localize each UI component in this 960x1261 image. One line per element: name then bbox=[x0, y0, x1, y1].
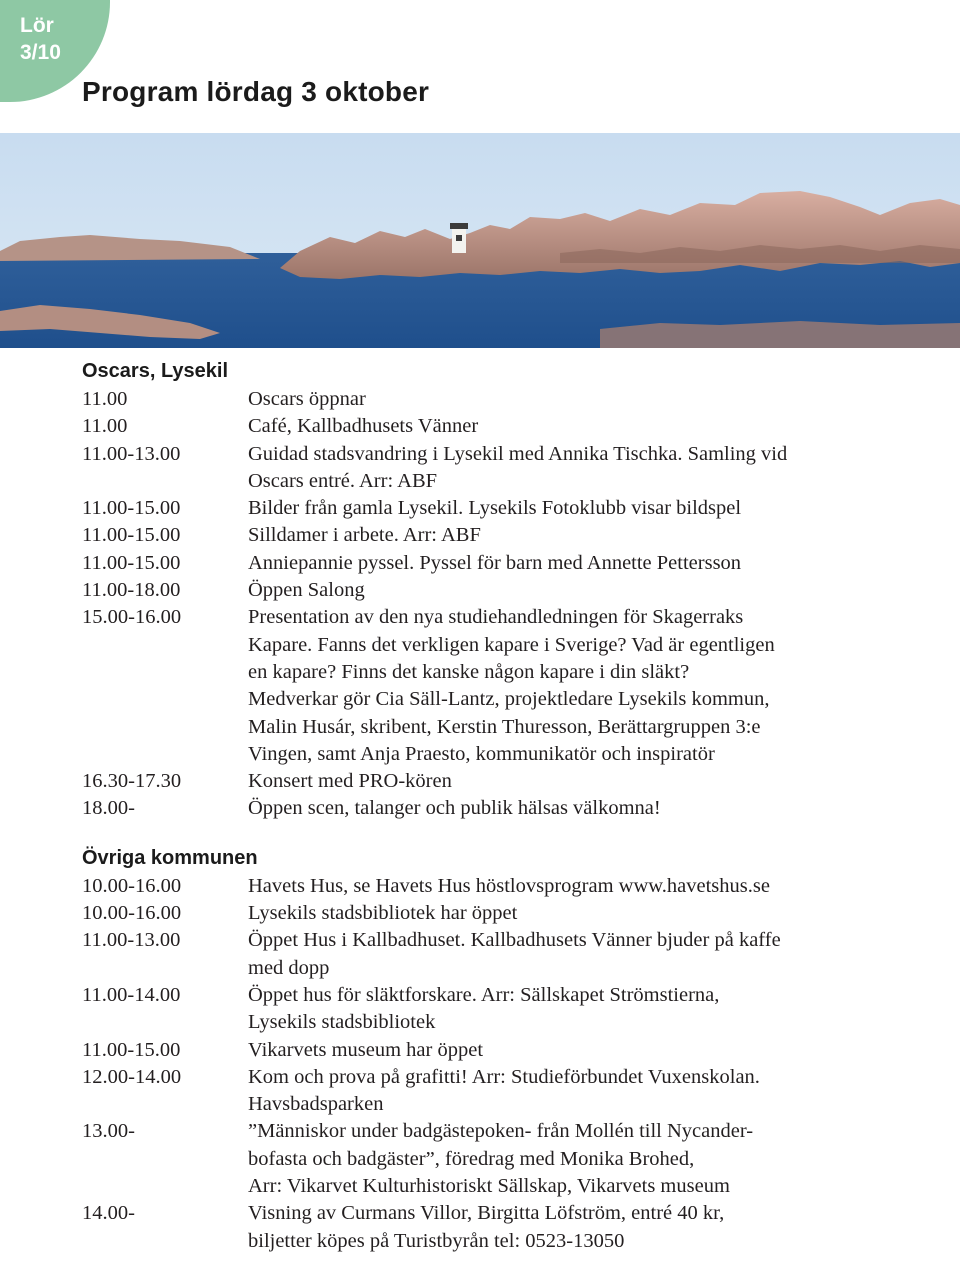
event-text: Oscars entré. Arr: ABF bbox=[248, 469, 438, 492]
event-description bbox=[248, 495, 942, 522]
event-time: 11.00 bbox=[82, 415, 128, 438]
event-time: 15.00-16.00 bbox=[82, 606, 182, 629]
event-text: Lysekils stadsbibliotek har öppet bbox=[248, 902, 518, 925]
event-text: Öppet Hus i Kallbadhuset. Kallbadhusets Vänner bjuder på kaffe bbox=[248, 929, 781, 952]
event-description bbox=[248, 795, 942, 822]
event-text: Visning av Curmans Villor, Birgitta Löfström, entré 40 kr, bbox=[248, 1202, 725, 1225]
event-row bbox=[82, 982, 942, 1037]
event-text: Vikarvets museum har öppet bbox=[248, 1038, 484, 1061]
section-oscars-lysekil bbox=[82, 356, 942, 823]
event-time: 12.00-14.00 bbox=[82, 1065, 182, 1088]
event-row bbox=[82, 604, 942, 768]
event-text: Oscars öppnar bbox=[248, 388, 366, 410]
event-text: biljetter köpes på Turistbyrån tel: 0523-13050 bbox=[248, 1229, 625, 1252]
page-title: Program lördag 3 oktober bbox=[82, 76, 430, 107]
program-content bbox=[82, 356, 942, 1255]
event-time: 10.00-16.00 bbox=[82, 874, 182, 897]
event-text: Öppen scen, talanger och publik hälsas välkomna! bbox=[248, 797, 661, 820]
event-row bbox=[82, 386, 942, 413]
event-text: Café, Kallbadhusets Vänner bbox=[248, 415, 479, 438]
event-text: Medverkar gör Cia Säll-Lantz, projektledare Lysekils kommun, bbox=[248, 688, 770, 711]
event-description bbox=[248, 441, 942, 496]
event-description bbox=[248, 982, 942, 1037]
event-description bbox=[248, 1118, 942, 1200]
event-time: 11.00-15.00 bbox=[82, 497, 181, 520]
event-time: 11.00-15.00 bbox=[82, 524, 181, 547]
event-description bbox=[248, 386, 942, 413]
badge-day: Lör bbox=[20, 14, 54, 37]
event-time: 11.00 bbox=[82, 388, 128, 410]
event-text: Öppen Salong bbox=[248, 579, 365, 602]
event-time: 18.00- bbox=[82, 797, 135, 820]
event-text: Konsert med PRO-kören bbox=[248, 770, 452, 793]
event-time: 14.00- bbox=[82, 1202, 135, 1225]
event-time: 11.00-13.00 bbox=[82, 929, 181, 952]
event-text: Öppet hus för släktforskare. Arr: Sällskapet Strömstierna, bbox=[248, 983, 720, 1006]
event-text: Guidad stadsvandring i Lysekil med Annika Tischka. Samling vid bbox=[248, 442, 788, 465]
event-row bbox=[82, 1118, 942, 1200]
event-row bbox=[82, 873, 942, 900]
event-time: 13.00- bbox=[82, 1120, 135, 1143]
event-description bbox=[248, 550, 942, 577]
event-description bbox=[248, 873, 942, 900]
event-description bbox=[248, 577, 942, 604]
event-text: Anniepannie pyssel. Pyssel för barn med Annette Pettersson bbox=[248, 551, 742, 574]
event-description bbox=[248, 900, 942, 927]
event-row bbox=[82, 768, 942, 795]
event-row bbox=[82, 577, 942, 604]
event-text: Arr: Vikarvet Kulturhistoriskt Sällskap, Vikarvets museum bbox=[248, 1175, 730, 1198]
event-text: med dopp bbox=[248, 956, 330, 979]
badge-date: 3/10 bbox=[20, 41, 61, 64]
coastal-rocks-lighthouse-photo bbox=[0, 133, 960, 348]
event-row bbox=[82, 413, 942, 440]
event-row bbox=[82, 1064, 942, 1119]
event-text: en kapare? Finns det kanske någon kapare i din släkt? bbox=[248, 660, 690, 683]
event-description bbox=[248, 1200, 942, 1255]
event-row bbox=[82, 1037, 942, 1064]
event-time: 11.00-15.00 bbox=[82, 1038, 181, 1061]
event-description bbox=[248, 1064, 942, 1119]
event-row bbox=[82, 927, 942, 982]
section-heading: Oscars, Lysekil bbox=[82, 360, 229, 382]
event-description bbox=[248, 768, 942, 795]
event-row bbox=[82, 900, 942, 927]
event-text: bofasta och badgäster”, föredrag med Monika Brohed, bbox=[248, 1147, 695, 1170]
event-row bbox=[82, 522, 942, 549]
event-row bbox=[82, 550, 942, 577]
event-text: Vingen, samt Anja Praesto, kommunikatör och inspiratör bbox=[248, 742, 715, 765]
event-text: Silldamer i arbete. Arr: ABF bbox=[248, 524, 481, 547]
event-text: Havsbadsparken bbox=[248, 1093, 384, 1116]
event-time: 11.00-18.00 bbox=[82, 579, 181, 602]
event-text: Kapare. Fanns det verkligen kapare i Sverige? Vad är egentligen bbox=[248, 633, 775, 656]
event-description bbox=[248, 927, 942, 982]
section-heading: Övriga kommunen bbox=[82, 846, 258, 869]
event-text: Bilder från gamla Lysekil. Lysekils Fotoklubb visar bildspel bbox=[248, 497, 742, 520]
event-text: Havets Hus, se Havets Hus höstlovsprogram www.havetshus.se bbox=[248, 874, 770, 897]
event-text: Presentation av den nya studiehandledningen för Skagerraks bbox=[248, 606, 744, 629]
event-text: ”Människor under badgästepoken- från Mollén till Nycander- bbox=[248, 1120, 754, 1143]
event-row bbox=[82, 495, 942, 522]
event-row bbox=[82, 1200, 942, 1255]
event-text: Malin Husár, skribent, Kerstin Thuresson, Berättargruppen 3:e bbox=[248, 715, 761, 738]
event-row bbox=[82, 441, 942, 496]
event-time: 11.00-14.00 bbox=[82, 983, 181, 1006]
event-time: 16.30-17.30 bbox=[82, 770, 182, 793]
event-description bbox=[248, 1037, 942, 1064]
event-row bbox=[82, 795, 942, 822]
event-time: 11.00-15.00 bbox=[82, 551, 181, 574]
event-description bbox=[248, 522, 942, 549]
section-ovriga-kommunen bbox=[82, 843, 942, 1255]
event-text: Kom och prova på grafitti! Arr: Studieförbundet Vuxenskolan. bbox=[248, 1065, 760, 1088]
event-text: Lysekils stadsbibliotek bbox=[248, 1011, 436, 1034]
event-description bbox=[248, 413, 942, 440]
event-time: 11.00-13.00 bbox=[82, 442, 181, 465]
event-time: 10.00-16.00 bbox=[82, 902, 182, 925]
event-description bbox=[248, 604, 942, 768]
